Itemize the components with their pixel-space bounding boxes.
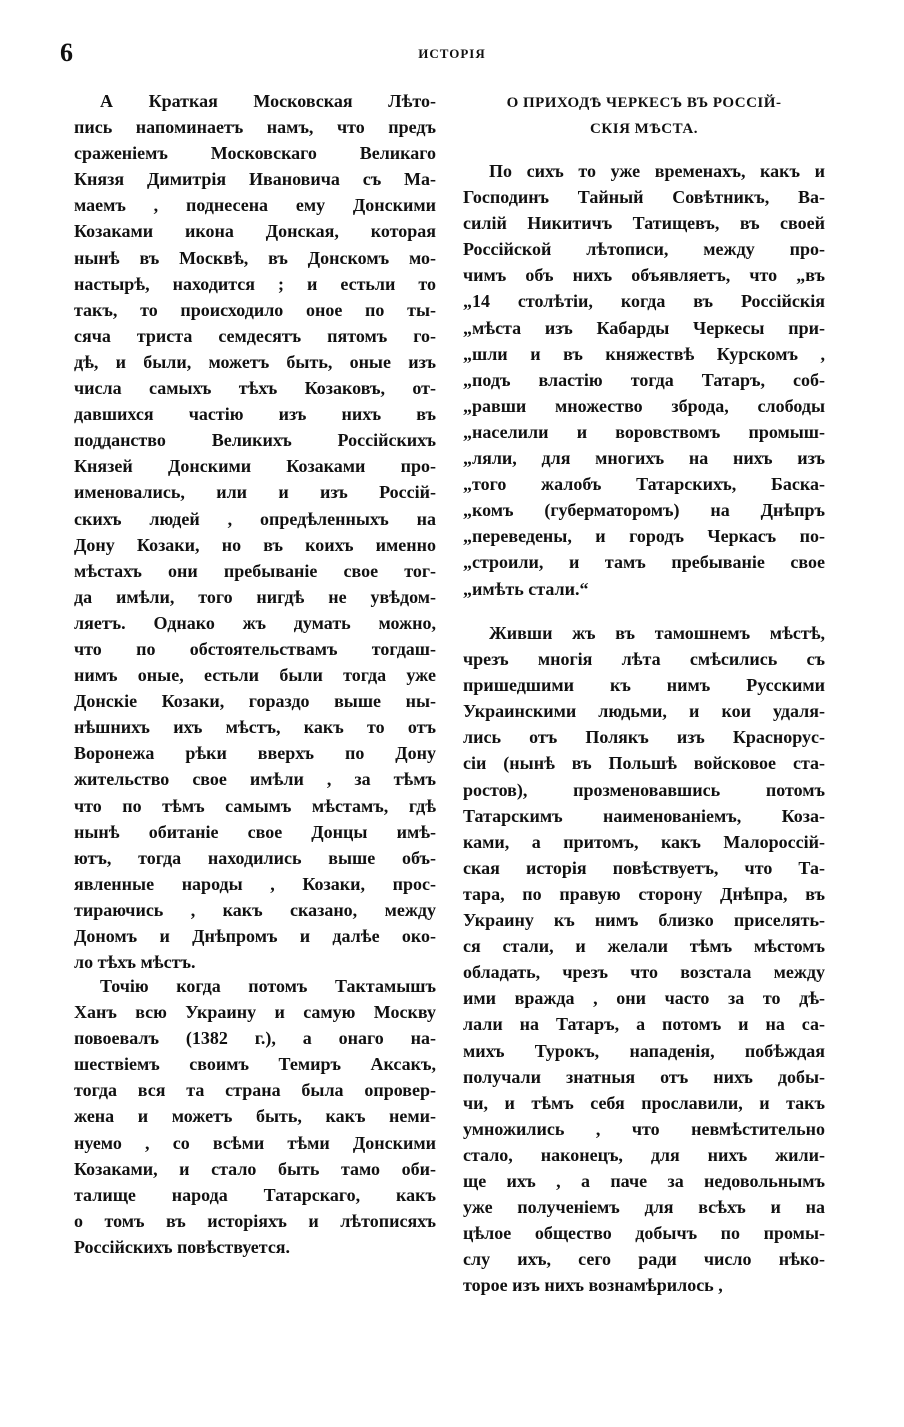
text-line: торое изъ нихъ вознамѣрилось , <box>463 1275 723 1296</box>
text-line: лали на Татаръ, а потомъ и на са- <box>463 1014 825 1035</box>
text-line: СКІЯ МѢСТА. <box>590 121 698 138</box>
text-line: „имѣть стали.“ <box>463 578 589 599</box>
text-line: чрезъ многія лѣта смѣсились съ <box>463 649 825 670</box>
text-line: Князей Донскими Козаками про- <box>74 456 436 477</box>
text-line: ская исторія повѣствуетъ, что Та- <box>463 857 825 878</box>
text-line: „того жалобъ Татарскихъ, Баска- <box>463 474 825 495</box>
text-line: нѣшнихъ ихъ мѣстъ, какъ то отъ <box>74 717 436 738</box>
text-line: дѣ, и были, можетъ быть, оные изъ <box>74 351 436 372</box>
text-line: именовались, или и изъ Россій- <box>74 482 436 503</box>
text-line: обладать, чрезъ что возстала между <box>463 962 825 983</box>
page-number: 6 <box>60 38 73 67</box>
text-line: О ПРИХОДѢ ЧЕРКЕСЪ ВЪ РОССІЙ- <box>506 95 782 111</box>
text-line: ся стали, и желали тѣмъ мѣстомъ <box>463 936 825 957</box>
text-line: жена и можетъ быть, какъ неми- <box>74 1106 436 1127</box>
text-line: настырѣ, находится ; и естьли то <box>74 273 436 294</box>
text-line: умножились , что невмѣстительно <box>463 1118 825 1139</box>
text-line: Воронежа рѣки вверхъ по Дону <box>74 743 436 764</box>
text-line: „подъ властію тогда Татаръ, соб- <box>463 369 825 390</box>
text-line: стало, наконецъ, для нихъ жили- <box>463 1144 825 1165</box>
text-line: силій Никитичъ Татищевъ, въ своей <box>463 213 825 234</box>
text-line: тогда вся та страна была опровер- <box>74 1080 436 1101</box>
text-line: „комъ (губерматоромъ) на Днѣпръ <box>463 500 825 521</box>
text-line: ляетъ. Однако жъ думать можно, <box>74 612 436 633</box>
text-line: сраженіемъ Московскаго Великаго <box>74 143 436 164</box>
text-line: ками, а притомъ, какъ Малороссій- <box>463 831 825 852</box>
text-line: что по тѣмъ самымъ мѣстамъ, гдѣ <box>74 795 436 816</box>
text-line: „строили, и тамъ пребываніе свое <box>463 552 825 573</box>
text-line: Князя Димитрія Ивановича съ Ма- <box>74 169 436 190</box>
text-line: Украину къ нимъ близко приселять- <box>463 910 825 931</box>
text-line: Татарскимъ наименованіемъ, Коза- <box>463 805 825 826</box>
right-paragraph-2 <box>463 620 825 1298</box>
text-line: чи, и тѣмъ себя прославили, и такъ <box>463 1092 825 1113</box>
text-line: Донскіе Козаки, гораздо выше ны- <box>74 691 436 712</box>
text-line: ими вражда , они часто за то дѣ- <box>463 988 825 1009</box>
text-line: „14 столѣтіи, когда въ Россійскія <box>463 291 825 312</box>
text-line: талище народа Татарскаго, какъ <box>74 1184 436 1205</box>
text-line: сіи (нынѣ въ Польшѣ войсковое ста- <box>463 753 825 774</box>
section-heading <box>463 90 825 142</box>
text-line: Украинскими людьми, и кои удаля- <box>463 701 825 722</box>
text-line: лись отъ Полякъ изъ Красноруc- <box>463 727 825 748</box>
text-line: о томъ въ исторіяхъ и лѣтописяхъ <box>74 1210 436 1231</box>
text-line: получали знатныя отъ нихъ добы- <box>463 1066 825 1087</box>
text-line: Россійской лѣтописи, между про- <box>463 239 825 260</box>
text-line: „переведены, и городъ Черкасъ по- <box>463 526 825 547</box>
right-paragraph-1 <box>463 158 825 602</box>
text-line: Козаками икона Донская, которая <box>74 221 436 242</box>
text-line: Ханъ всю Украину и самую Москву <box>74 1002 436 1023</box>
text-line: цѣлое общество добычъ по промы- <box>463 1223 825 1244</box>
text-line: Дономъ и Днѣпромъ и далѣе око- <box>74 926 436 946</box>
text-line: Дону Козаки, но въ коихъ именно <box>74 534 436 555</box>
text-line: Живши жъ въ тамошнемъ мѣстѣ, <box>489 623 825 643</box>
text-line: ростов), прозменовавшись потомъ <box>463 779 825 800</box>
text-line: шествіемъ своимъ Темиръ Аксакъ, <box>74 1054 436 1075</box>
text-line: „шли и въ княжествѣ Курскомъ , <box>463 343 825 364</box>
text-line: А Краткая Московская Лѣто- <box>100 91 436 111</box>
text-line: „ляли, для многихъ на нихъ изъ <box>463 448 825 469</box>
text-line: тара, по правую сторону Днѣпра, въ <box>463 883 825 904</box>
text-line: нынѣ въ Москвѣ, въ Донскомъ мо- <box>74 247 436 268</box>
text-line: маемъ , поднесена ему Донскими <box>74 195 436 216</box>
text-line: слу ихъ, сего ради число нѣко- <box>463 1249 825 1270</box>
text-line: тираючись , какъ сказано, между <box>74 899 436 920</box>
running-head: ИСТОРІЯ <box>418 46 486 61</box>
text-line: ютъ, тогда находились выше объ- <box>74 847 436 868</box>
text-line: скихъ людей , опредѣленныхъ на <box>74 508 436 529</box>
text-line: давшихся частію изъ нихъ въ <box>74 404 436 425</box>
text-line: „равши множество зброда, слободы <box>463 395 825 416</box>
text-line: да имѣли, того нигдѣ не увѣдом- <box>74 586 436 607</box>
text-line: По сихъ то уже временахъ, какъ и <box>489 161 825 181</box>
text-line: нимъ оные, естьли были тогда уже <box>74 665 436 686</box>
text-line: мѣстахъ они пребываніе свое тог- <box>74 560 436 581</box>
text-line: сяча триста семдесятъ пятомъ го- <box>74 325 436 346</box>
text-line: нынѣ обитаніе свое Донцы имѣ- <box>74 821 436 842</box>
text-line: Господинъ Тайный Совѣтникъ, Ва- <box>463 187 825 208</box>
text-line: нуемо , со всѣми тѣми Донскими <box>74 1132 436 1153</box>
text-line: такъ, то происходило оное по ты- <box>74 299 436 320</box>
text-line: пись напоминаетъ намъ, что предъ <box>74 117 436 138</box>
text-line: уже полученіемъ для всѣхъ и на <box>463 1197 825 1218</box>
text-line: явленные народы , Козаки, прос- <box>74 873 436 894</box>
text-line: михъ Турокъ, нападенія, побѣждая <box>463 1040 825 1061</box>
text-line: что по обстоятельствамъ тогдаш- <box>74 638 436 659</box>
text-line: подданство Великихъ Россійскихъ <box>74 430 436 451</box>
text-line: жительство свое имѣли , за тѣмъ <box>74 769 436 790</box>
text-line: повоевалъ (1382 г.), а онаго на- <box>74 1028 436 1049</box>
text-line: ло тѣхъ мѣстъ. <box>74 952 196 973</box>
text-line: „населили и воровствомъ промыш- <box>463 421 825 442</box>
text-line: числа самыхъ тѣхъ Козаковъ, от- <box>74 378 436 399</box>
text-line: Точію когда потомъ Тактамышъ <box>100 976 436 996</box>
left-paragraph-2 <box>74 973 436 1260</box>
text-line: ще ихъ , а паче за недовольнымъ <box>463 1170 825 1191</box>
text-line: пришедшими къ нимъ Русскими <box>463 675 825 696</box>
text-line: „мѣста изъ Кабарды Черкесы при- <box>463 317 825 338</box>
left-paragraph-1 <box>74 88 436 975</box>
text-line: Козаками, и стало быть тамо оби- <box>74 1158 436 1179</box>
text-line: Россійскихъ повѣствуется. <box>74 1236 291 1257</box>
text-line: чимъ объ нихъ объявляетъ, что „въ <box>463 265 825 286</box>
